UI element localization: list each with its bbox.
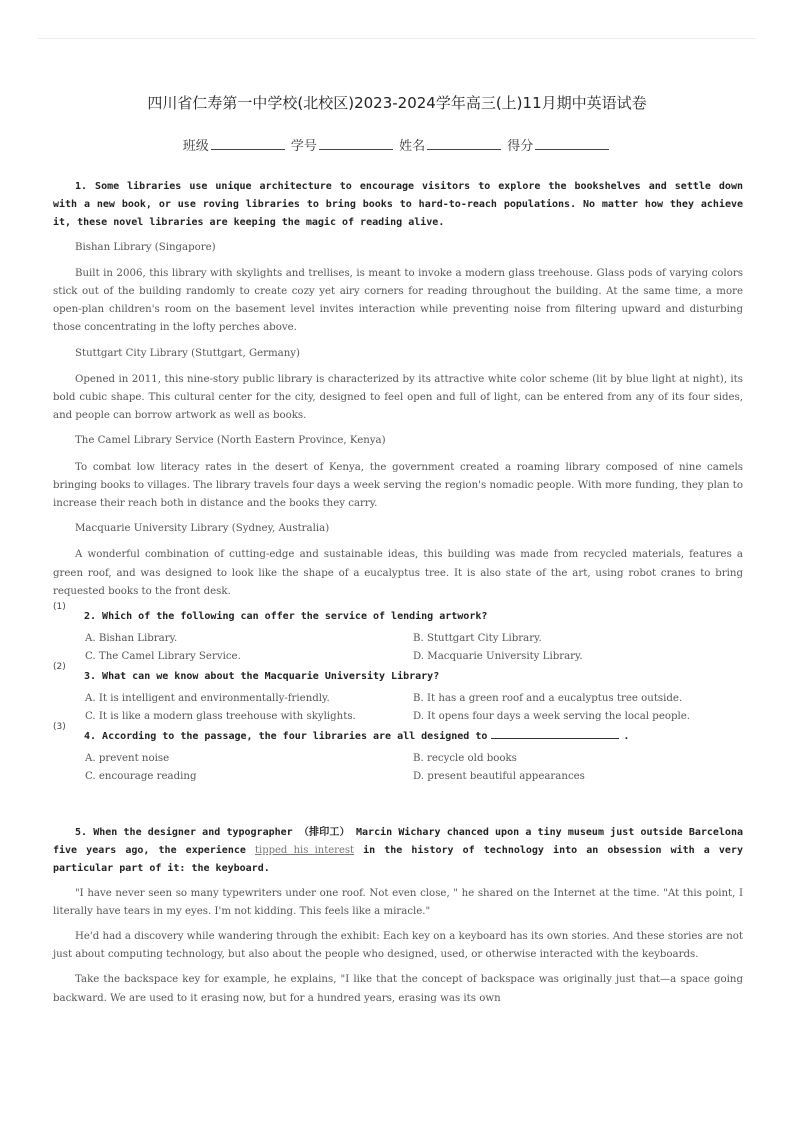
option-a[interactable]: A. Bishan Library. [85, 633, 178, 645]
sub-question-stem [53, 728, 743, 746]
option-grid [53, 690, 743, 726]
option-b[interactable]: B. It has a green roof and a eucalyptus tree outside. [413, 693, 683, 705]
option-c[interactable]: C. The Camel Library Service. [85, 651, 241, 663]
top-divider [38, 38, 756, 39]
option-d[interactable]: D. present beautiful appearances [413, 771, 585, 783]
option-c[interactable]: C. It is like a modern glass treehouse with skylights. [85, 711, 356, 723]
option-d[interactable]: D. It opens four days a week serving the local people. [413, 711, 691, 723]
stem-text: 4. According to the passage, the four libraries are all designed to [84, 731, 488, 743]
library-heading-stuttgart: Stuttgart City Library (Stuttgart, Germany) [75, 347, 301, 359]
score-blank[interactable] [535, 137, 609, 150]
library-paragraph-macquarie: A wonderful combination of cutting-edge and sustainable ideas, this building was made from recycled materials, features a green roof, and was designed to look like the shape of a eucalyptus tree. It is also state of the art, using robot cranes to bring requested books to the front desk. [53, 549, 743, 597]
library-heading-macquarie: Macquarie University Library (Sydney, Australia) [75, 523, 330, 535]
sub-question-stem: 3. What can we know about the Macquarie University Library? [84, 671, 440, 683]
passage-paragraph: Take the backspace key for example, he explains, "I like that the concept of backspace was originally just that—a space going backward. We are used to it erasing now, but for a hundred years, erasing was its own [53, 974, 743, 1004]
option-grid [53, 630, 743, 666]
library-heading-bishan: Bishan Library (Singapore) [75, 241, 216, 253]
option-b[interactable]: B. Stuttgart City Library. [413, 633, 542, 645]
option-b[interactable]: B. recycle old books [413, 753, 517, 765]
option-d[interactable]: D. Macquarie University Library. [413, 651, 583, 663]
number-label: 学号 [290, 139, 317, 154]
library-heading-camel: The Camel Library Service (North Eastern Province, Kenya) [75, 435, 386, 447]
sub-question-1 [53, 602, 743, 666]
sub-question-3 [53, 722, 743, 786]
class-label: 班级 [182, 139, 209, 154]
option-a[interactable]: A. prevent noise [85, 753, 170, 765]
name-blank[interactable] [427, 137, 501, 150]
number-blank[interactable] [319, 137, 393, 150]
answer-blank[interactable] [491, 728, 619, 739]
library-paragraph-bishan: Built in 2006, this library with skylights and trellises, is meant to invoke a modern glass treehouse. Glass pods of varying colors stick out of the building randomly to create cozy yet airy corners for reading throughout the building. At the same time, a more open-plan children's room on the basement level invites interaction while preventing noise from filtering upward and disturbing those concentrating in the lofty perches above. [53, 267, 743, 334]
passage-paragraph: "I have never seen so many typewriters under one roof. Not even close, " he shared on the Internet at the time. "At this point, I literally have tears in my eyes. I'm not kidding. This feels like a miracle." [53, 887, 743, 917]
student-info-line [0, 135, 794, 154]
page-title: 四川省仁寿第一中学校(北校区)2023-2024学年高三(上)11月期中英语试卷 [147, 94, 647, 112]
option-c[interactable]: C. encourage reading [85, 771, 197, 783]
question-5-intro [53, 824, 743, 879]
underlined-phrase: tipped his interest [254, 845, 355, 857]
sub-question-stem: 2. Which of the following can offer the service of lending artwork? [84, 611, 488, 623]
class-blank[interactable] [211, 137, 285, 150]
intro-text-cont: in the history of technology into an obsession with a very particular part of it: the keyboard. [53, 845, 743, 875]
intro-text: 5. When the designer and typographer （排印工） Marcin Wichary chanced upon a tiny museum just outside Barcelona five years ago, the experience [53, 827, 743, 857]
section-gap [53, 788, 743, 824]
question-1-intro: 1. Some libraries use unique architecture to encourage visitors to explore the bookshelves and settle down with a new book, or use roving libraries to bring books to hard-to-reach populations. No matter how they achieve it, these novel libraries are keeping the magic of reading alive. [53, 181, 743, 229]
option-grid [53, 750, 743, 786]
sub-question-number: (3) [53, 722, 66, 733]
name-label: 姓名 [399, 139, 426, 154]
option-a[interactable]: A. It is intelligent and environmentally-friendly. [85, 693, 330, 705]
score-label: 得分 [507, 139, 534, 154]
library-paragraph-stuttgart: Opened in 2011, this nine-story public library is characterized by its attractive white color scheme (lit by blue light at night), its bold cubic shape. This cultural center for the city, designed to feel open and full of light, can be entered from any of its four sides, and people can borrow artwork as well as books. [53, 373, 743, 422]
library-paragraph-camel: To combat low literacy rates in the desert of Kenya, the government created a roaming library composed of nine camels bringing books to villages. The library travels four days a week serving the region's nomadic people. With more funding, they plan to increase their reach both in distance and the books they carry. [53, 461, 743, 510]
sub-question-number: (1) [53, 602, 66, 613]
passage-paragraph: He'd had a discovery while wandering through the exhibit: Each key on a keyboard has its own stories. And these stories are not just about computing technology, but also about the people who designed, used, or otherwise interacted with the keyboards. [53, 931, 743, 961]
sub-question-2 [53, 662, 743, 726]
stem-end: . [623, 731, 630, 743]
sub-question-number: (2) [53, 662, 66, 673]
exam-content [53, 178, 743, 1015]
